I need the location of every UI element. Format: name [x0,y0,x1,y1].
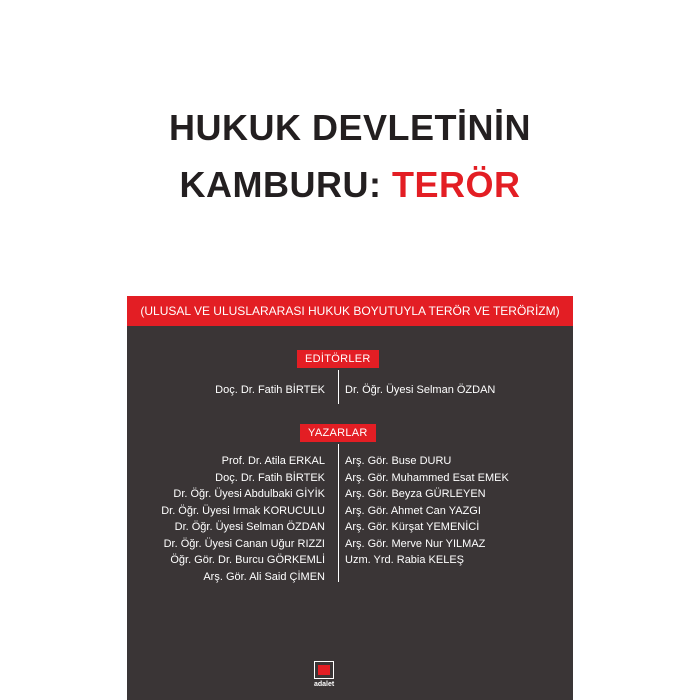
publisher-logo-text: adalet [314,681,335,688]
authors-left-list [161,453,325,585]
book-title-prefix: KAMBURU: [179,164,392,205]
author-name: Öğr. Gör. Dr. Burcu GÖRKEMLİ [170,554,325,566]
publisher-logo [314,661,334,688]
editors-label: EDİTÖRLER [297,350,379,368]
author-name: Prof. Dr. Atila ERKAL [221,455,325,467]
authors-right-list [345,453,509,569]
authors-divider [338,444,339,582]
author-name: Arş. Gör. Buse DURU [345,455,452,467]
author-name: Arş. Gör. Merve Nur YILMAZ [345,537,486,550]
author-name: Dr. Öğr. Üyesi Selman ÖZDAN [174,521,325,533]
book-cover [127,0,573,700]
subtitle-banner: (ULUSAL VE ULUSLARARASI HUKUK BOYUTUYLA TERÖR VE TERÖRİZM) [127,296,573,326]
authors-label: YAZARLAR [300,424,376,442]
author-name: Arş. Gör. Ahmet Can YAZGI [345,504,481,517]
editors-divider [338,370,339,404]
author-name: Doç. Dr. Fatih BİRTEK [215,471,325,484]
author-name: Arş. Gör. Kürşat YEMENİCİ [345,521,480,533]
author-name: Arş. Gör. Ali Said ÇİMEN [203,570,325,583]
author-name: Dr. Öğr. Üyesi Canan Uğur RIZZI [163,537,325,550]
author-name: Arş. Gör. Muhammed Esat EMEK [345,471,509,484]
author-name: Dr. Öğr. Üyesi Irmak KORUCULU [161,504,325,517]
book-title-accent: TERÖR [391,164,521,205]
book-title-line1: HUKUK DEVLETİNİN [168,107,531,148]
editor-left: Doç. Dr. Fatih BİRTEK [215,384,325,396]
publisher-logo-icon [314,661,334,679]
book-title-line2 [127,165,573,205]
author-name: Arş. Gör. Beyza GÜRLEYEN [345,488,486,500]
author-name: Uzm. Yrd. Rabia KELEŞ [345,554,465,566]
credits-panel [127,326,573,700]
author-name: Dr. Öğr. Üyesi Abdulbaki GİYİK [173,488,325,500]
editor-right: Dr. Öğr. Üyesi Selman ÖZDAN [345,384,496,396]
